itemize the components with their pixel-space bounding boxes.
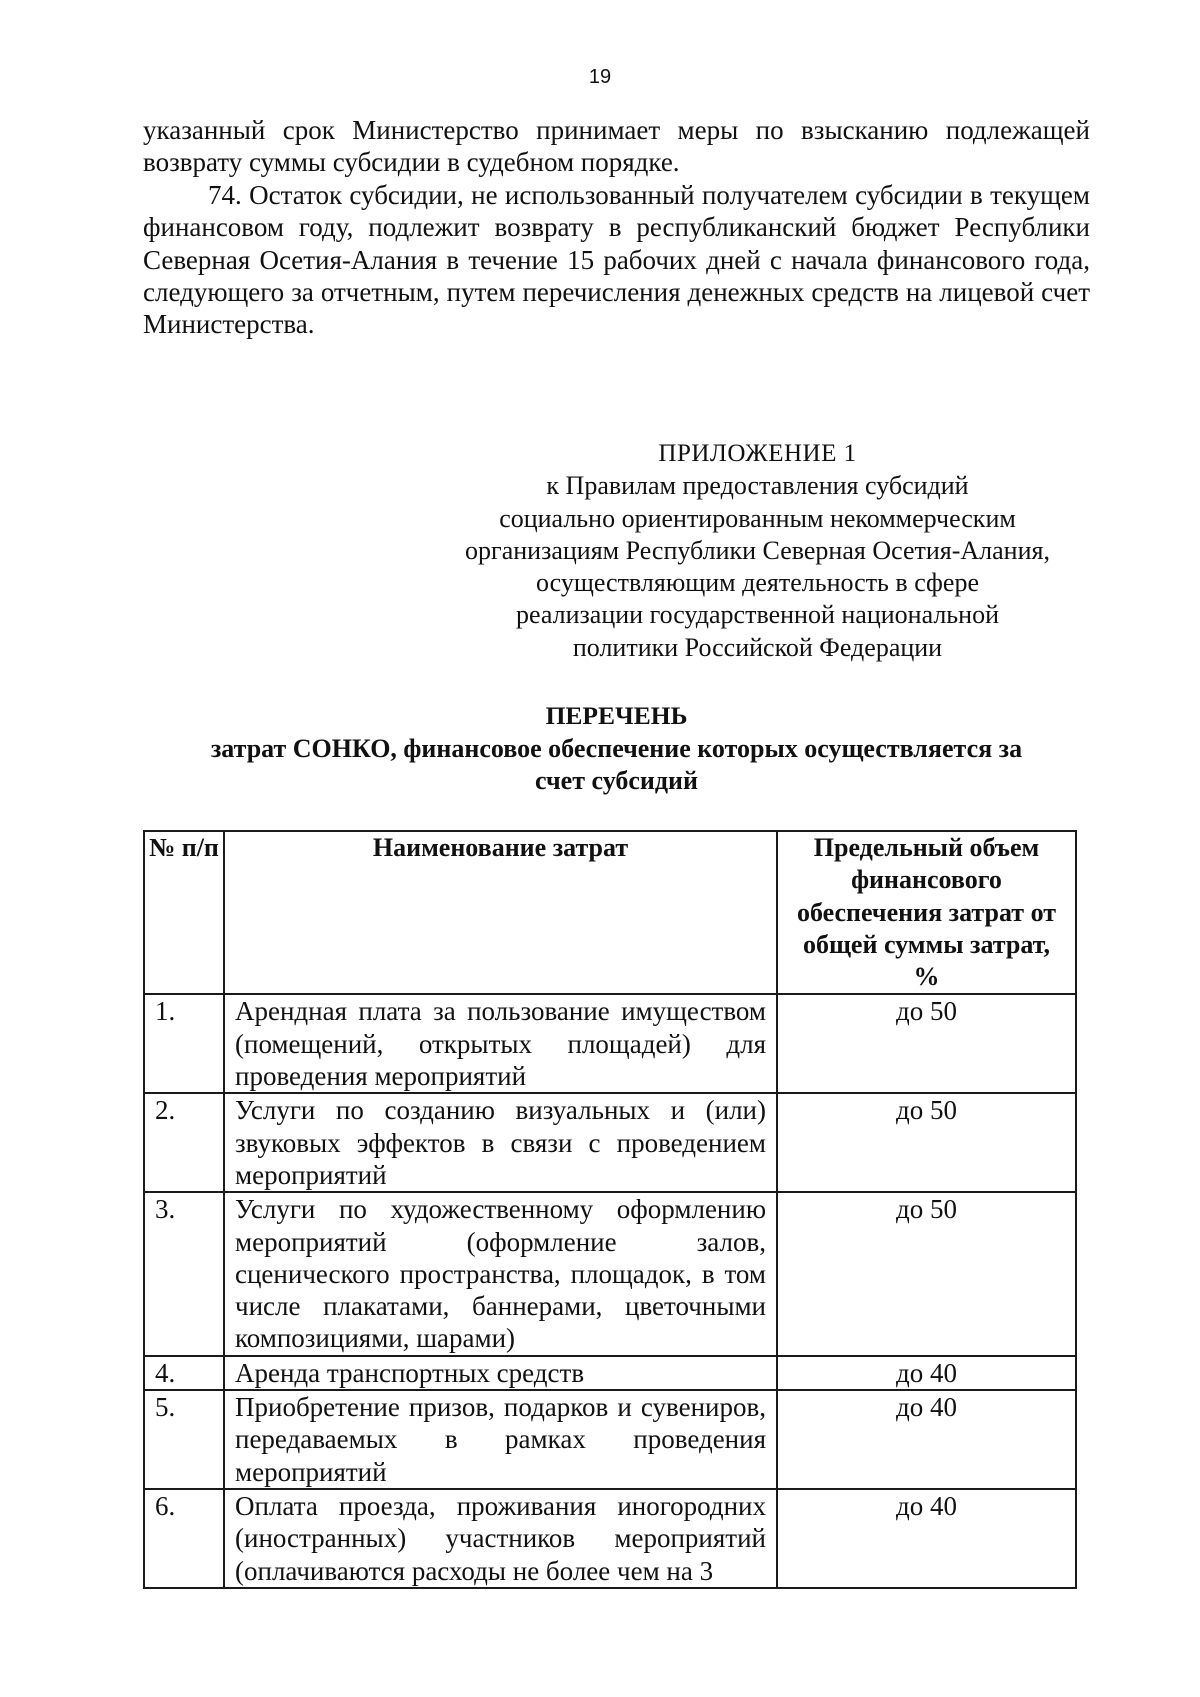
row-name: Оплата проезда, проживания иногородних (иностранных) участников мероприятий (оплачиваются расходы не более чем на 3 [224,1489,777,1588]
table-row [144,994,1076,1093]
row-number: 2. [144,1093,224,1192]
row-name: Арендная плата за пользование имуществом (помещений, открытых площадей) для проведения мероприятий [224,994,777,1093]
paragraph-refund-court: указанный срок Министерство принимает меры по взысканию подлежащей возврату суммы субсидии в судебном порядке. [143,115,1090,178]
table-row [144,1356,1076,1390]
annex-header [425,438,1090,664]
list-title: ПЕРЕЧЕНЬ [545,701,688,730]
row-number: 1. [144,994,224,1093]
row-number: 4. [144,1356,224,1390]
row-name: Приобретение призов, подарков и сувениров, передаваемых в рамках проведения мероприятий [224,1390,777,1489]
row-number: 6. [144,1489,224,1588]
row-name: Услуги по художественному оформлению мероприятий (оформление залов, сценического пространства, площадок, в том числе плакатами, баннерами, цветочными композициями, шарами) [224,1192,777,1355]
header-name: Наименование затрат [224,831,777,994]
list-heading [143,700,1090,798]
table-row [144,1390,1076,1489]
annex-line: организациям Республики Северная Осетия-Алания, [465,535,1050,565]
row-limit: до 50 [777,1093,1076,1192]
row-number: 5. [144,1390,224,1489]
annex-line: политики Российской Федерации [572,632,943,662]
list-subtitle-line-1: затрат СОНКО, финансовое обеспечение которых осуществляется за [210,733,1023,763]
row-name: Аренда транспортных средств [224,1356,777,1390]
table-header-row [144,831,1076,994]
row-limit: до 40 [777,1489,1076,1588]
table-row [144,1489,1076,1588]
row-limit: до 50 [777,994,1076,1093]
header-number: № п/п [144,831,224,994]
row-limit: до 40 [777,1390,1076,1489]
row-limit: до 50 [777,1192,1076,1355]
annex-line: к Правилам предоставления субсидий [546,471,969,501]
annex-title: ПРИЛОЖЕНИЕ 1 [658,440,857,467]
row-number: 3. [144,1192,224,1355]
paragraph-74-subsidy-balance: 74. Остаток субсидии, не использованный получателем субсидии в текущем финансовом году, подлежит возврату в республиканский бюджет Республики Северная Осетия-Алания в течение 15 рабочих дней с начала финансового года, следующего за отчетным, путем перечисления денежных средств на лицевой счет Министерства. [143,180,1090,340]
header-limit: Предельный объем финансового обеспечения затрат от общей суммы затрат, % [777,831,1076,994]
annex-line: социально ориентированным некоммерческим [499,503,1016,533]
costs-table [143,830,1077,1589]
annex-line: реализации государственной национальной [516,600,999,630]
table-row [144,1192,1076,1355]
row-name: Услуги по созданию визуальных и (или) звуковых эффектов в связи с проведением мероприятий [224,1093,777,1192]
list-subtitle-line-2: счет субсидий [535,766,698,795]
page-number: 19 [588,66,612,88]
annex-line: осуществляющим деятельность в сфере [536,568,979,598]
table-row [144,1093,1076,1192]
row-limit: до 40 [777,1356,1076,1390]
